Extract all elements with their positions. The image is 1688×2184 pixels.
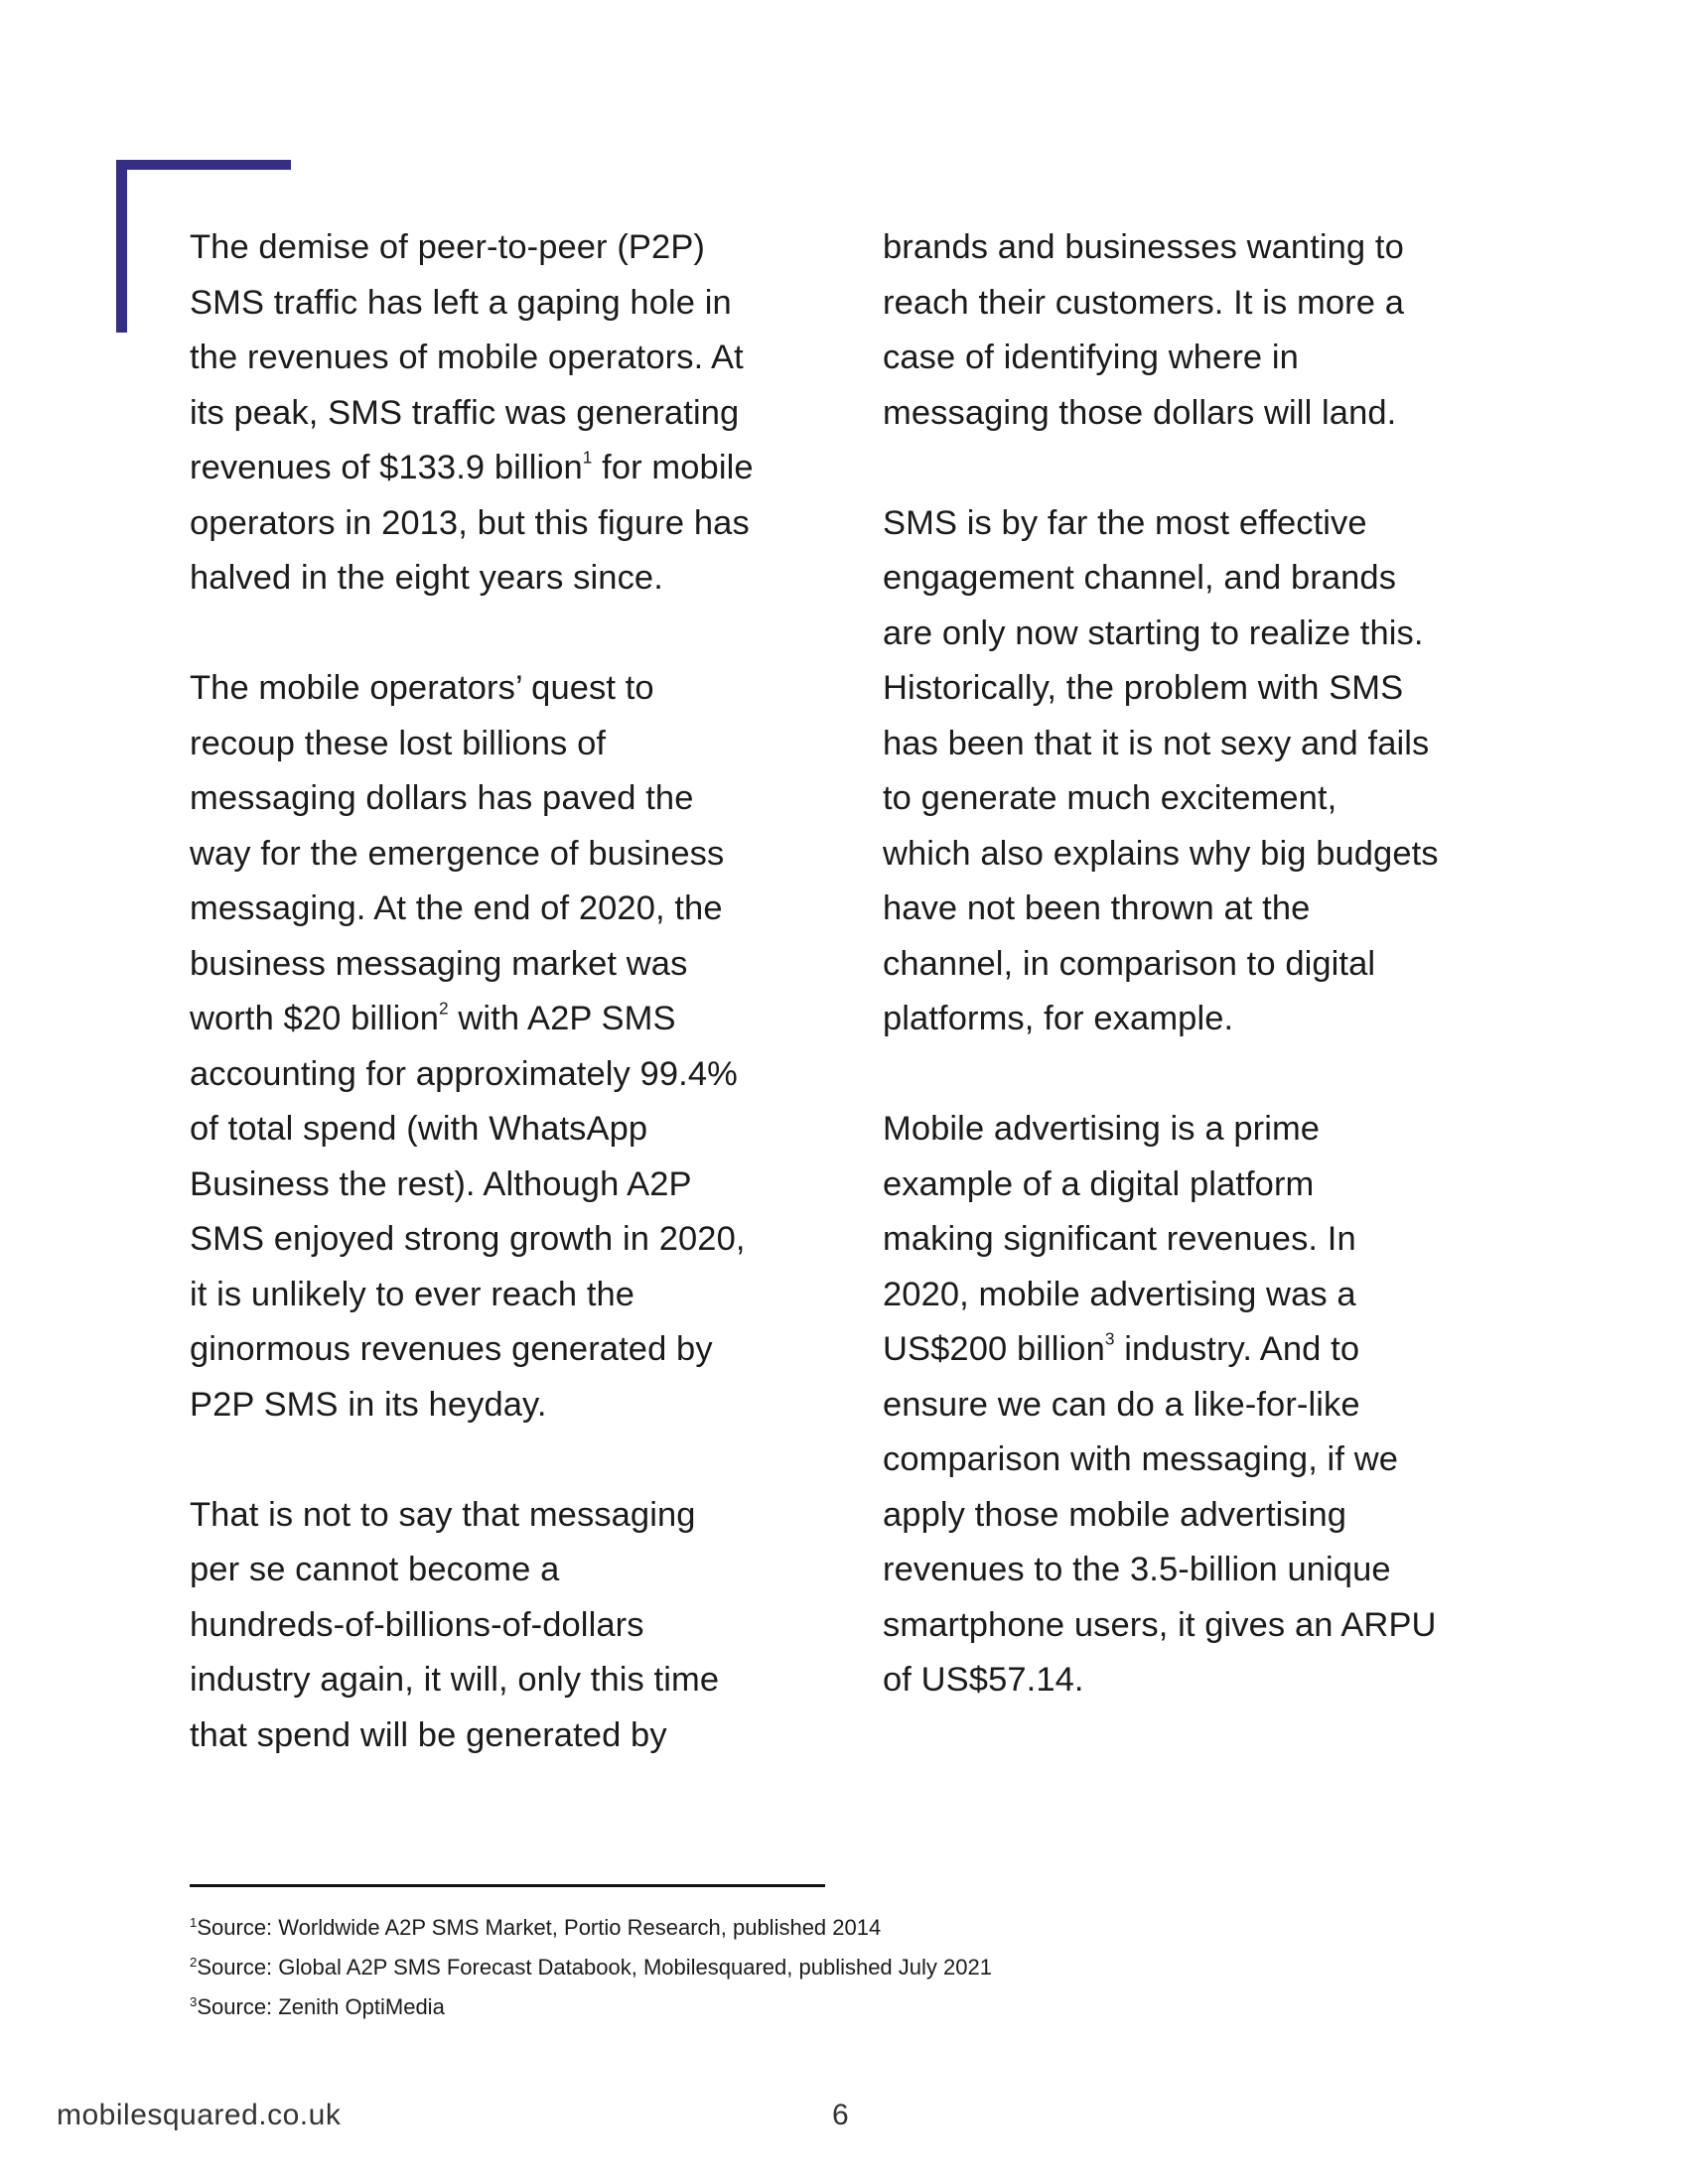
- accent-bracket-top: [116, 160, 291, 170]
- text-line: Mobile advertising is a prime: [883, 1110, 1321, 1148]
- text-line: its peak, SMS traffic was generating: [190, 393, 740, 432]
- text-line: of total spend (with WhatsApp: [190, 1110, 648, 1148]
- text-fragment: with A2P SMS: [448, 1000, 676, 1037]
- text-line: case of identifying where in: [883, 339, 1299, 376]
- text-line: it is unlikely to ever reach the: [190, 1275, 635, 1313]
- text-line: that spend will be generated by: [190, 1715, 667, 1754]
- text-line: accounting for approximately 99.4%: [190, 1054, 738, 1093]
- footnote-2: [190, 1948, 992, 1987]
- footnote-text: Source: Global A2P SMS Forecast Databook, Mobilesquared, published July 2021: [197, 1955, 992, 1979]
- footnote-text: Source: Zenith OptiMedia: [197, 1994, 445, 2019]
- text-line: industry again, it will, only this time: [190, 1661, 720, 1699]
- text-line: ensure we can do a like-for-like: [883, 1385, 1360, 1424]
- text-line: hundreds-of-billions-of-dollars: [190, 1605, 644, 1644]
- text-line: Historically, the problem with SMS: [883, 669, 1404, 707]
- text-line: operators in 2013, but this figure has: [190, 503, 750, 542]
- text-line: ginormous revenues generated by: [190, 1330, 713, 1368]
- text-fragment: revenues of $133.9 billion: [190, 449, 583, 486]
- text-fragment: for mobile: [592, 449, 754, 486]
- text-line: revenues to the 3.5-billion unique: [883, 1551, 1391, 1588]
- text-line: have not been thrown at the: [883, 889, 1311, 927]
- text-line: 2020, mobile advertising was a: [883, 1275, 1356, 1313]
- text-line: messaging dollars has paved the: [190, 779, 694, 817]
- footnotes: [190, 1908, 992, 2027]
- text-line: brands and businesses wanting to: [883, 228, 1404, 266]
- text-line: Business the rest). Although A2P: [190, 1164, 692, 1203]
- text-line: of US$57.14.: [883, 1661, 1084, 1699]
- text-line: way for the emergence of business: [190, 834, 725, 873]
- text-line: The demise of peer-to-peer (P2P): [190, 228, 706, 266]
- text-line: business messaging market was: [190, 944, 688, 983]
- text-line: [883, 1322, 1518, 1378]
- text-line: SMS is by far the most effective: [883, 503, 1367, 542]
- text-line: apply those mobile advertising: [883, 1495, 1347, 1534]
- text-line: comparison with messaging, if we: [883, 1440, 1398, 1478]
- right-paragraph-2: [883, 496, 1518, 1047]
- text-line: are only now starting to realize this.: [883, 614, 1424, 652]
- text-line: halved in the eight years since.: [190, 559, 663, 597]
- text-line: channel, in comparison to digital: [883, 944, 1376, 983]
- footnote-ref-1: 1: [582, 447, 593, 468]
- text-line: per se cannot become a: [190, 1551, 560, 1588]
- footnote-divider: [190, 1884, 825, 1887]
- text-fragment: industry. And to: [1114, 1330, 1360, 1368]
- footnote-3: [190, 1987, 992, 2027]
- right-paragraph-3: [883, 1102, 1518, 1708]
- footnote-ref-2: 2: [439, 998, 449, 1019]
- text-line: smartphone users, it gives an ARPU: [883, 1605, 1437, 1644]
- text-line: P2P SMS in its heyday.: [190, 1385, 547, 1424]
- text-line: messaging. At the end of 2020, the: [190, 889, 723, 927]
- left-column: [190, 220, 825, 1763]
- text-line: The mobile operators’ quest to: [190, 669, 654, 707]
- text-line: to generate much excitement,: [883, 779, 1337, 817]
- footnote-mark: 3: [190, 1994, 198, 2010]
- text-line: example of a digital platform: [883, 1164, 1315, 1203]
- text-line: platforms, for example.: [883, 1000, 1234, 1037]
- text-fragment: worth $20 billion: [190, 1000, 440, 1037]
- text-line: the revenues of mobile operators. At: [190, 339, 744, 376]
- footnote-ref-3: 3: [1104, 1328, 1115, 1349]
- accent-bracket-left: [116, 160, 127, 333]
- left-paragraph-1: [190, 220, 825, 607]
- text-line: reach their customers. It is more a: [883, 283, 1405, 322]
- text-fragment: US$200 billion: [883, 1330, 1105, 1368]
- text-line: recoup these lost billions of: [190, 724, 607, 762]
- right-paragraph-1: [883, 220, 1518, 441]
- text-line: That is not to say that messaging: [190, 1495, 696, 1534]
- left-paragraph-3: [190, 1488, 825, 1764]
- text-line: SMS enjoyed strong growth in 2020,: [190, 1220, 746, 1258]
- footer-website[interactable]: mobilesquared.co.uk: [57, 2099, 342, 2131]
- right-column: [883, 220, 1518, 1708]
- text-line: [190, 441, 825, 496]
- text-line: engagement channel, and brands: [883, 559, 1397, 597]
- text-line: making significant revenues. In: [883, 1220, 1356, 1258]
- text-line: which also explains why big budgets: [883, 834, 1439, 873]
- text-line: has been that it is not sexy and fails: [883, 724, 1430, 762]
- footnote-text: Source: Worldwide A2P SMS Market, Portio Research, published 2014: [197, 1915, 882, 1940]
- footnote-1: [190, 1908, 992, 1948]
- text-line: SMS traffic has left a gaping hole in: [190, 283, 732, 322]
- text-line: messaging those dollars will land.: [883, 393, 1397, 432]
- footnote-mark: 2: [190, 1955, 198, 1971]
- page-number: 6: [832, 2099, 849, 2131]
- footnote-mark: 1: [190, 1915, 198, 1931]
- text-line: [190, 992, 825, 1047]
- left-paragraph-2: [190, 661, 825, 1433]
